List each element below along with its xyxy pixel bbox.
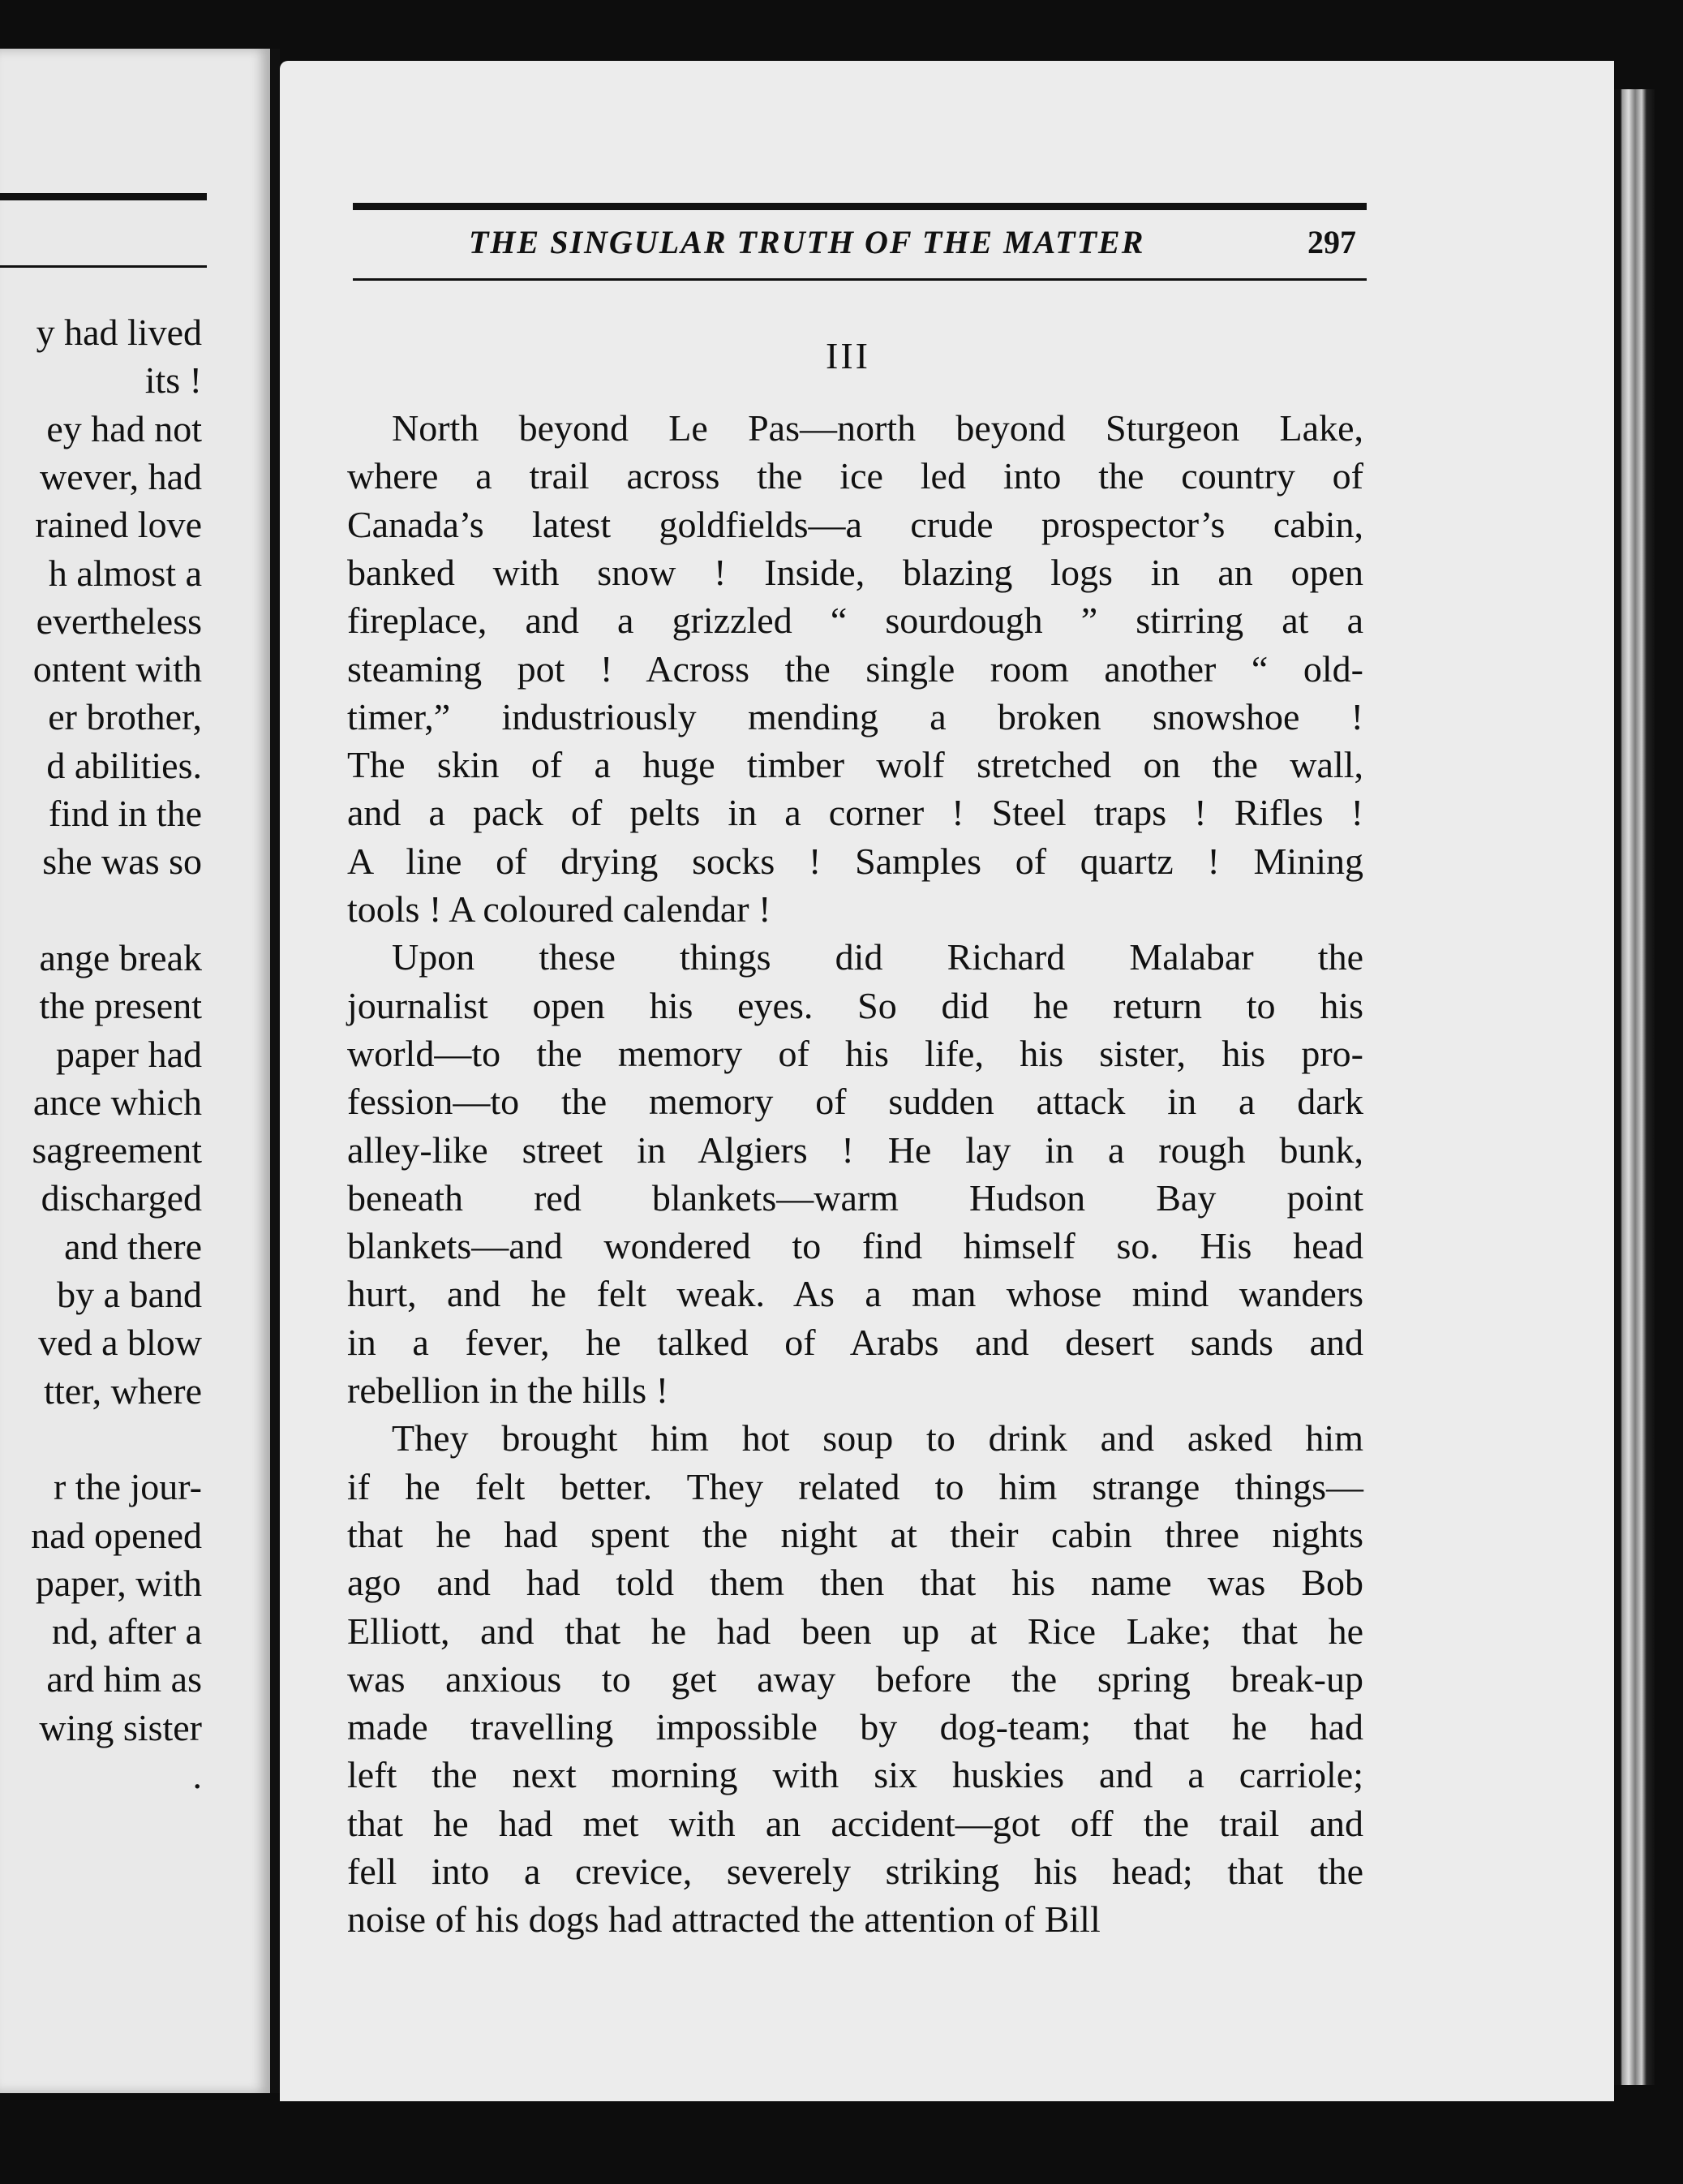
text-line: where a trail across the ice led into the country of [347,455,1363,497]
text-line: banked with snow ! Inside, blazing logs in an open [347,551,1363,593]
text-line: noise of his dogs had attracted the attention of Bill [347,1898,1101,1941]
text-line: was anxious to get away before the spring break-up [347,1657,1363,1700]
facing-page-line: ved a blow [38,1322,202,1364]
text-line: rebellion in the hills ! [347,1369,669,1411]
facing-page-line: by a band [57,1274,202,1315]
facing-page-line: nd, after a [51,1610,202,1653]
facing-page [0,49,270,2093]
facing-page-header-rule [0,265,207,268]
facing-page-line: ontent with [32,648,202,690]
book-gutter [270,49,280,2093]
text-line: that he had spent the night at their cabin three nights [347,1513,1363,1555]
facing-page-line: . [192,1755,202,1796]
facing-page-line: wing sister [39,1706,202,1748]
text-line: alley-like street in Algiers ! He lay in a rough bunk, [347,1129,1363,1171]
header-top-rule [353,203,1367,210]
text-line: in a fever, he talked of Arabs and desert sands and [347,1321,1363,1363]
text-line: tools ! A coloured calendar ! [347,888,771,930]
facing-page-line: paper had [55,1033,202,1075]
facing-page-top-rule [0,193,207,200]
text-line: Upon these things did Richard Malabar the [392,936,1363,978]
page-edges [1614,89,1655,2085]
facing-page-line: and there [64,1225,202,1267]
text-line: and a pack of pelts in a corner ! Steel traps ! Rifles ! [347,792,1363,834]
facing-page-line: rained love [35,504,202,546]
text-line: fell into a crevice, severely striking his head; that the [347,1851,1363,1892]
text-line: fession—to the memory of sudden attack in a dark [347,1081,1363,1123]
text-line: Canada’s latest goldfields—a crude prospector’s cabin, [347,503,1363,545]
facing-page-line: ance which [32,1081,202,1123]
facing-page-line: ard him as [46,1658,202,1700]
facing-page-line: sagreement [32,1129,202,1172]
facing-page-line: er brother, [48,696,202,738]
running-head: THE SINGULAR TRUTH OF THE MATTER [469,224,1145,260]
text-line: hurt, and he felt weak. As a man whose mind wanders [347,1273,1363,1315]
facing-page-line: discharged [41,1177,202,1219]
facing-page-line: the present [39,985,202,1027]
header-bottom-rule [353,278,1367,281]
text-line: journalist open his eyes. So did he return to his [347,984,1363,1026]
facing-page-line: h almost a [48,552,202,594]
facing-page-line: nad opened [31,1514,202,1556]
facing-page-line: evertheless [36,600,202,642]
text-line: The skin of a huge timber wolf stretched on the wall, [347,744,1363,786]
text-line: world—to the memory of his life, his sister, his pro- [347,1032,1363,1074]
facing-page-line: ange break [39,936,202,978]
text-line: made travelling impossible by dog-team; that he had [347,1706,1363,1748]
facing-page-line: paper, with [35,1562,202,1604]
facing-page-line: find in the [48,793,202,834]
text-line: They brought him hot soup to drink and asked him [392,1417,1363,1460]
text-line: fireplace, and a grizzled “ sourdough ” stirring at a [347,600,1363,642]
chapter-heading: III [826,335,870,376]
facing-page-line: r the jour- [53,1466,202,1508]
facing-page-line: she was so [42,840,202,883]
text-line: steaming pot ! Across the single room another “ old- [347,647,1363,690]
facing-page-line: tter, where [44,1369,202,1412]
text-line: North beyond Le Pas—north beyond Sturgeon Lake, [392,407,1363,449]
facing-page-line: y had lived [36,312,202,353]
text-line: that he had met with an accident—got off the trail and [347,1802,1363,1844]
text-line: ago and had told them then that his name was Bob [347,1562,1363,1604]
facing-page-line: wever, had [40,455,202,497]
text-line: A line of drying socks ! Samples of quartz ! Mining [347,840,1363,882]
page-number: 297 [1307,224,1356,260]
text-line: blankets—and wondered to find himself so. His head [347,1225,1363,1267]
text-line: Elliott, and that he had been up at Rice Lake; that he [347,1610,1363,1652]
text-line: beneath red blankets—warm Hudson Bay point [347,1176,1363,1219]
facing-page-line: ey had not [46,407,202,449]
text-line: timer,” industriously mending a broken snowshoe ! [347,695,1363,737]
text-line: if he felt better. They related to him strange things— [347,1465,1363,1507]
facing-page-line: d abilities. [46,744,202,786]
facing-page-line: its ! [144,359,202,402]
text-line: left the next morning with six huskies and a carriole; [347,1754,1363,1796]
